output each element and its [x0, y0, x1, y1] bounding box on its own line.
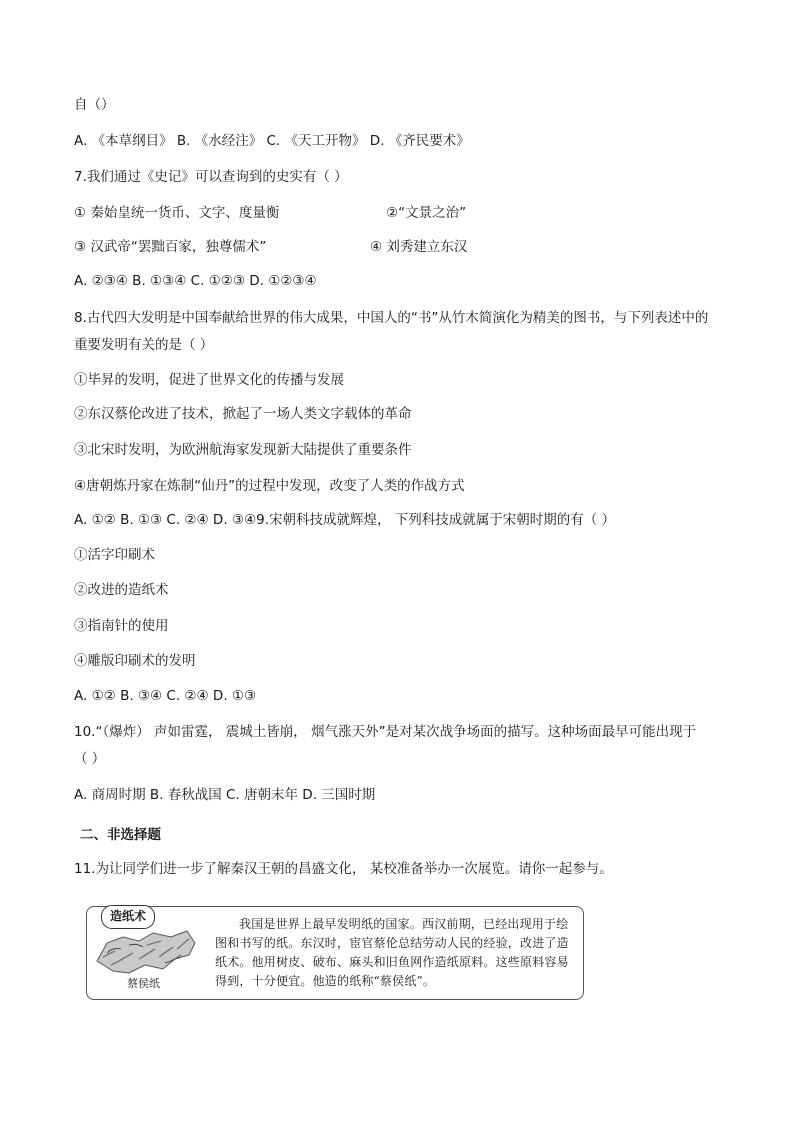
q9-item-2: ②改进的造纸术	[74, 582, 169, 598]
cai-lun-paper-figure	[86, 906, 584, 1000]
q8-stem-line2: 重要发明有关的是（ ）	[74, 337, 214, 353]
q7-options: A. ②③④ B. ①③④ C. ①②③ D. ①②③④	[74, 273, 317, 289]
q7-item-1: ① 秦始皇统一货币、文字、度量衡	[74, 205, 280, 221]
q6-options: A. 《本草纲目》 B. 《水经注》 C. 《天工开物》 D. 《齐民要术》	[74, 133, 470, 149]
figure-tag: 造纸术	[101, 905, 155, 929]
q10-stem-line2: （ ）	[74, 751, 106, 767]
figure-text: 我国是世界上最早发明纸的国家。西汉前期，已经出现用于绘图和书写的纸。东汉时，宦官蔡伦总结劳动人民的经验，改进了造纸术。他用树皮、破布、麻头和旧鱼网作造纸原料。这些原料容易得到，十分便宜。他造的纸称“蔡侯纸”。	[215, 917, 569, 988]
q8-options-q9-stem: A. ①② B. ①③ C. ②④ D. ③④9.宋朝科技成就辉煌， 下列科技成就属于宋朝时期的有（ ）	[74, 512, 616, 528]
q8-stem-line1: 8.古代四大发明是中国奉献给世界的伟大成果，中国人的“书”从竹木简演化为精美的图书，与下列表述中的	[74, 310, 709, 326]
q8-item-4: ④唐朝炼丹家在炼制“仙丹”的过程中发现，改变了人类的作战方式	[74, 478, 465, 494]
q8-item-2: ②东汉蔡伦改进了技术，掀起了一场人类文字载体的革命	[74, 406, 412, 422]
section-title: 二、非选择题	[80, 827, 161, 843]
q8-item-3: ③北宋时发明，为欧洲航海家发现新大陆提供了重要条件	[74, 442, 412, 458]
q10-options: A. 商周时期 B. 春秋战国 C. 唐朝末年 D. 三国时期	[74, 787, 376, 803]
q7-stem: 7.我们通过《史记》可以查询到的史实有（ ）	[74, 169, 348, 185]
q11-stem: 11.为让同学们进一步了解秦汉王朝的昌盛文化， 某校准备举办一次展览。请你一起参与。	[74, 861, 613, 877]
q7-item-3: ③ 汉武帝“罢黜百家，独尊儒术”	[74, 239, 267, 255]
q9-item-1: ①活字印刷术	[74, 547, 155, 563]
q9-item-3: ③指南针的使用	[74, 618, 169, 634]
q9-options: A. ①② B. ③④ C. ②④ D. ①③	[74, 688, 257, 704]
paper-illustration	[93, 925, 199, 977]
figure-caption: 蔡侯纸	[127, 977, 160, 990]
q7-item-4: ④ 刘秀建立东汉	[370, 239, 468, 255]
q8-item-1: ①毕昇的发明，促进了世界文化的传播与发展	[74, 372, 344, 388]
q9-item-4: ④雕版印刷术的发明	[74, 653, 196, 669]
q7-item-2: ②“文景之治”	[386, 205, 467, 221]
q6-tail: 自（）	[74, 97, 115, 113]
q10-stem-line1: 10.“（爆炸） 声如雷霆， 震城土皆崩， 烟气涨天外”是对某次战争场面的描写。这种场面最早可能出现于	[74, 724, 697, 740]
